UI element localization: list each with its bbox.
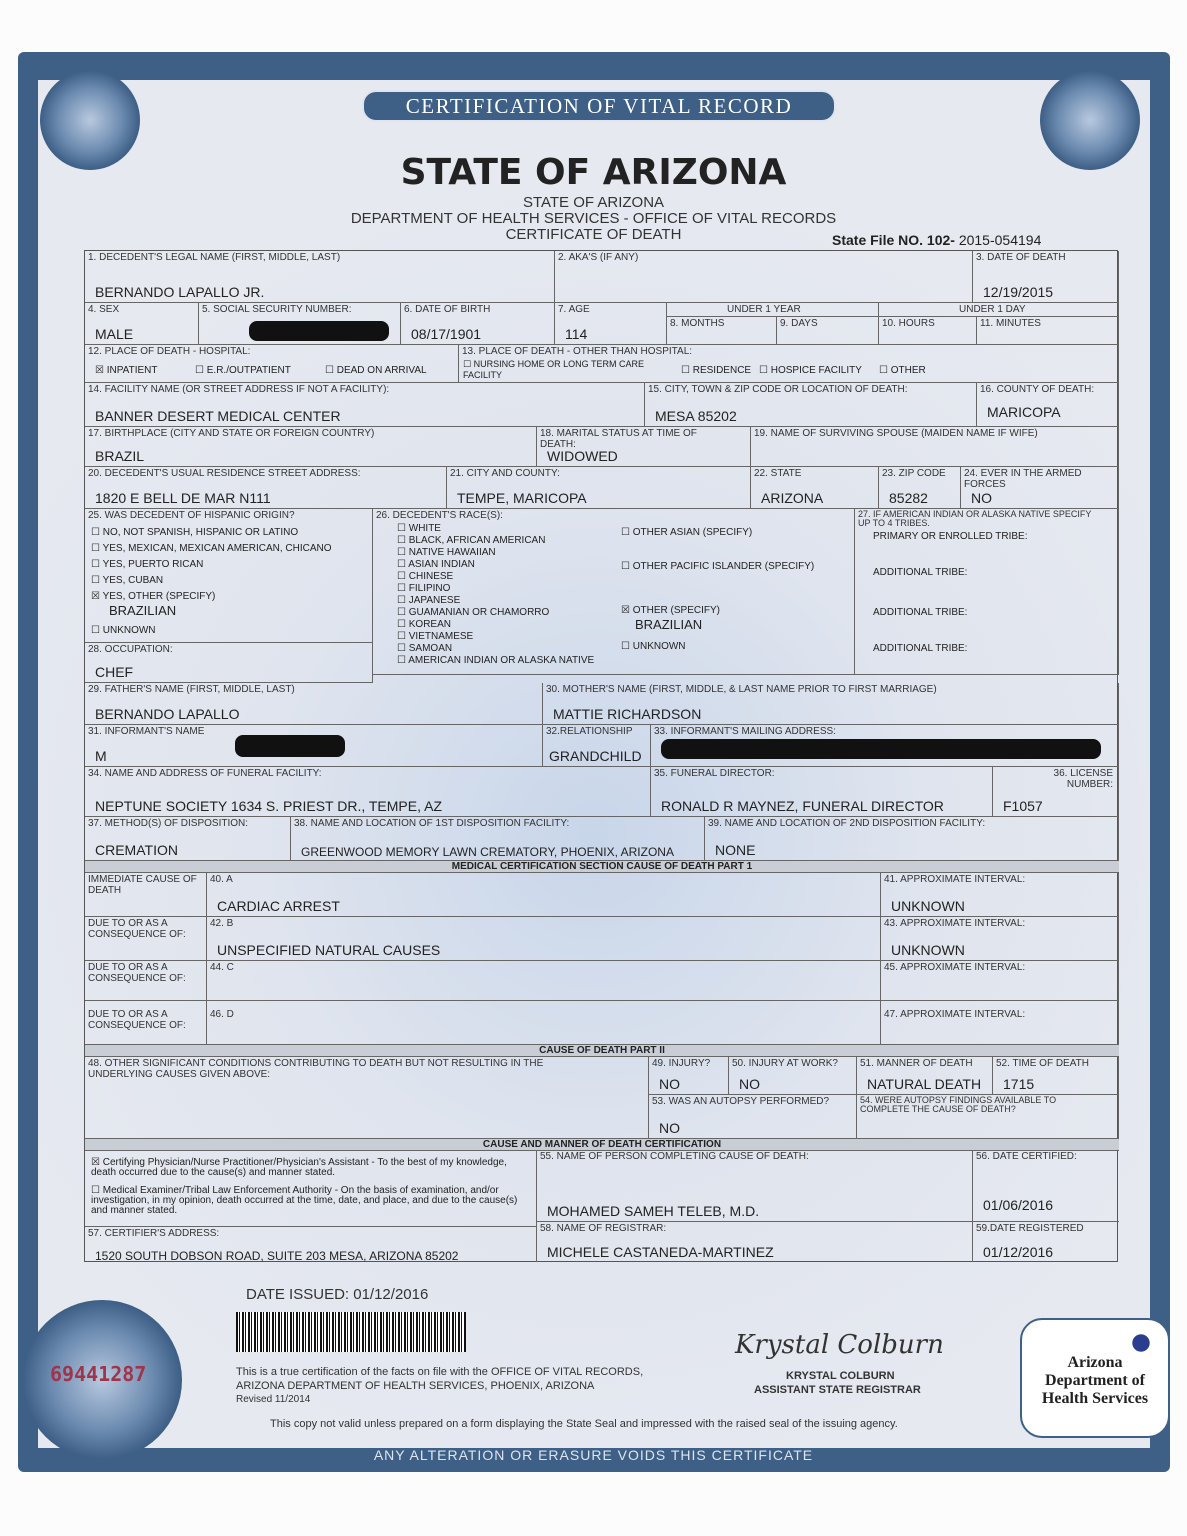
adhs-logo-line-2: Department of [1045,1372,1145,1389]
field-51: 51. MANNER OF DEATH NATURAL DEATH [857,1057,993,1095]
field-22: 22. STATE ARIZONA [751,467,879,509]
option-er-outpatient: ☐ E.R./OUTPATIENT [195,365,291,376]
header-line-3: CERTIFICATE OF DEATH [505,226,682,243]
race-option: ☐ ASIAN INDIAN [397,559,475,570]
field-24: 24. EVER IN THE ARMED FORCES NO [961,467,1119,509]
hispanic-option: ☐ YES, CUBAN [91,575,164,586]
tribe-additional: ADDITIONAL TRIBE: [873,643,968,654]
field-28: 28. OCCUPATION: CHEF [85,643,373,683]
field-1: 1. DECEDENT'S LEGAL NAME (FIRST, MIDDLE, LAST) BERNANDO LAPALLO JR. [85,251,555,303]
field-3: 3. DATE OF DEATH 12/19/2015 [973,251,1119,303]
field-2: 2. AKA'S (IF ANY) [555,251,973,303]
certifier-type [85,1150,537,1226]
header-line-1: STATE OF ARIZONA [522,194,665,211]
field-7: 7. AGE 114 [555,303,667,345]
field-17: 17. BIRTHPLACE (CITY AND STATE OR FOREIGN COUNTRY) BRAZIL [85,427,537,467]
hispanic-option: ☐ NO, NOT SPANISH, HISPANIC OR LATINO [91,527,299,538]
field-42: 42. B UNSPECIFIED NATURAL CAUSES [207,917,881,961]
adhs-logo-line-3: Health Services [1041,1390,1149,1407]
field-36: 36. LICENSE NUMBER: F1057 [993,767,1119,817]
race-option: ☐ JAPANESE [397,595,461,606]
field-26: 26. DECEDENT'S RACE(S): ☐ WHITE ☐ BLACK, AFRICAN AMERICAN ☐ NATIVE HAWAIIAN ☐ ASIAN INDIAN ☐ CHINESE ☐ FILIPINO ☐ JAPANESE ☐ GUAMANIAN OR CHAMORRO ☐ KOREAN ☐ VIETNAMESE ☐ SAMOAN ☐ AMERICAN INDIAN OR ALASKA NATIVE ☐ OTHER ASIAN (SPECIFY) ☐ OTHER PACIFIC ISLANDER (SPECIFY) ☒ OTHER (SPECIFY) BRAZILIAN ☐ UNKNOWN [373,509,855,675]
option-medical-examiner: ☐ Medical Examiner/Tribal Law Enforcement Authority - On the basis of examination, and/or investigation, in my opinion, death occurred at the time, date, and place, and due to the cause(s) and manner stated. [91,1185,518,1216]
alteration-notice: ANY ALTERATION OR ERASURE VOIDS THIS CERTIFICATE [373,1447,814,1463]
field-6: 6. DATE OF BIRTH 08/17/1901 [401,303,555,345]
field-10: 10. HOURS [879,317,977,345]
race-other-asian: ☐ OTHER ASIAN (SPECIFY) [621,527,753,538]
race-option: ☐ KOREAN [397,619,451,630]
due-to-label: DUE TO OR AS A CONSEQUENCE OF: [85,1001,207,1045]
race-other: ☒ OTHER (SPECIFY) [621,605,720,616]
field-44: 44. C [207,961,881,1001]
field-47: 47. APPROXIMATE INTERVAL: [881,1001,1119,1045]
race-option: ☐ AMERICAN INDIAN OR ALASKA NATIVE [397,655,595,666]
section-certification: CAUSE AND MANNER OF DEATH CERTIFICATION [85,1139,1119,1151]
field-34: 34. NAME AND ADDRESS OF FUNERAL FACILITY: NEPTUNE SOCIETY 1634 S. PRIEST DR., TEMPE, AZ [85,767,651,817]
adhs-logo-line-1: Arizona [1067,1354,1123,1371]
race-option: ☐ NATIVE HAWAIIAN [397,547,496,558]
field-14: 14. FACILITY NAME (OR STREET ADDRESS IF NOT A FACILITY): BANNER DESERT MEDICAL CENTER [85,383,645,427]
field-58: 58. NAME OF REGISTRAR: MICHELE CASTANEDA-MARTINEZ [537,1222,973,1262]
true-certification-line-2: ARIZONA DEPARTMENT OF HEALTH SERVICES, PHOENIX, ARIZONA [236,1380,595,1392]
adhs-logo [1020,1318,1170,1438]
page-title: STATE OF ARIZONA [400,152,787,193]
option-residence: ☐ RESIDENCE [681,365,752,376]
field-21: 21. CITY AND COUNTY: TEMPE, MARICOPA [447,467,751,509]
hispanic-option: ☒ YES, OTHER (SPECIFY) [91,591,216,602]
field-37: 37. METHOD(S) OF DISPOSITION: CREMATION [85,817,291,861]
field-16: 16. COUNTY OF DEATH: MARICOPA [977,383,1119,427]
field-48: 48. OTHER SIGNIFICANT CONDITIONS CONTRIBUTING TO DEATH BUT NOT RESULTING IN THE UNDERLYING CAUSES GIVEN ABOVE: [85,1057,649,1139]
hispanic-specify: BRAZILIAN [109,603,177,618]
field-41: 41. APPROXIMATE INTERVAL: UNKNOWN [881,873,1119,917]
header-line-2: DEPARTMENT OF HEALTH SERVICES - OFFICE OF VITAL RECORDS [350,210,837,227]
race-option: ☐ BLACK, AFRICAN AMERICAN [397,535,546,546]
tribe-additional: ADDITIONAL TRIBE: [873,567,968,578]
field-54: 54. WERE AUTOPSY FINDINGS AVAILABLE TO COMPLETE THE CAUSE OF DEATH? [857,1095,1119,1139]
option-dead-on-arrival: ☐ DEAD ON ARRIVAL [325,365,427,376]
immediate-cause-label: IMMEDIATE CAUSE OF DEATH [85,873,207,917]
hispanic-option: ☐ YES, PUERTO RICAN [91,559,204,570]
field-13: 13. PLACE OF DEATH - OTHER THAN HOSPITAL: ☐ NURSING HOME OR LONG TERM CARE FACILITY ☐ RESIDENCE ☐ HOSPICE FACILITY ☐ OTHER [459,345,1119,383]
revised-date: Revised 11/2014 [236,1394,311,1405]
redaction [249,321,389,341]
field-46: 46. D [207,1001,881,1045]
field-8: 8. MONTHS [667,317,777,345]
state-file-number: State File NO. 102- 2015-054194 [832,232,1042,248]
validity-notice: This copy not valid unless prepared on a form displaying the State Seal and impressed with the raised seal of the issuing agency. [270,1418,898,1430]
due-to-label: DUE TO OR AS A CONSEQUENCE OF: [85,917,207,961]
field-38: 38. NAME AND LOCATION OF 1ST DISPOSITION FACILITY: GREENWOOD MEMORY LAWN CREMATORY, PHOENIX, ARIZONA [291,817,705,861]
tribe-primary: PRIMARY OR ENROLLED TRIBE: [873,531,1028,542]
field-25: 25. WAS DECEDENT OF HISPANIC ORIGIN? ☐ NO, NOT SPANISH, HISPANIC OR LATINO ☐ YES, MEXICAN, MEXICAN AMERICAN, CHICANO ☐ YES, PUERTO RICAN ☐ YES, CUBAN ☒ YES, OTHER (SPECIFY) BRAZILIAN ☐ UNKNOWN [85,509,373,643]
under-1-year: UNDER 1 YEAR [667,303,879,317]
field-31: 31. INFORMANT'S NAME M [85,725,543,767]
section-medical-part1: MEDICAL CERTIFICATION SECTION CAUSE OF DEATH PART 1 [85,861,1119,873]
sun-icon [1126,1328,1156,1358]
option-inpatient: ☒ INPATIENT [95,365,158,376]
certification-banner: CERTIFICATION OF VITAL RECORD [362,90,836,122]
field-45: 45. APPROXIMATE INTERVAL: [881,961,1119,1001]
certification-area [84,1150,1118,1262]
true-certification-line-1: This is a true certification of the facts on file with the OFFICE OF VITAL RECORDS, [236,1366,644,1378]
field-5: 5. SOCIAL SECURITY NUMBER: [199,303,401,345]
field-9: 9. DAYS [777,317,879,345]
race-unknown: ☐ UNKNOWN [621,641,686,652]
race-option: ☐ GUAMANIAN OR CHAMORRO [397,607,550,618]
field-12: 12. PLACE OF DEATH - HOSPITAL: ☒ INPATIENT ☐ E.R./OUTPATIENT ☐ DEAD ON ARRIVAL [85,345,459,383]
race-option: ☐ CHINESE [397,571,454,582]
field-30: 30. MOTHER'S NAME (FIRST, MIDDLE, & LAST NAME PRIOR TO FIRST MARRIAGE) MATTIE RICHARDSON [543,683,1119,725]
field-52: 52. TIME OF DEATH 1715 [993,1057,1119,1095]
field-33: 33. INFORMANT'S MAILING ADDRESS: [651,725,1119,767]
certificate-form [84,250,1118,1150]
field-59: 59.DATE REGISTERED 01/12/2016 [976,1223,1084,1260]
field-56: 56. DATE CERTIFIED: 01/06/2016 [973,1150,1119,1222]
race-option: ☐ WHITE [397,523,441,534]
race-option: ☐ SAMOAN [397,643,453,654]
field-18: 18. MARITAL STATUS AT TIME OF DEATH: WIDOWED [537,427,751,467]
field-39: 39. NAME AND LOCATION OF 2ND DISPOSITION FACILITY: NONE [705,817,1119,861]
field-15: 15. CITY, TOWN & ZIP CODE OR LOCATION OF DEATH: MESA 85202 [645,383,977,427]
race-specify: BRAZILIAN [635,617,703,632]
field-57: 57. CERTIFIER'S ADDRESS: 1520 SOUTH DOBSON ROAD, SUITE 203 MESA, ARIZONA 85202 [85,1226,537,1262]
field-23: 23. ZIP CODE 85282 [879,467,961,509]
race-option: ☐ VIETNAMESE [397,631,474,642]
serial-number: 69441287 [50,1362,147,1386]
field-49: 49. INJURY? NO [649,1057,729,1095]
field-11: 11. MINUTES [977,317,1119,345]
field-19: 19. NAME OF SURVIVING SPOUSE (MAIDEN NAME IF WIFE) [751,427,1119,467]
redaction [661,739,1101,759]
field-4: 4. SEX MALE [85,303,199,345]
field-43: 43. APPROXIMATE INTERVAL: UNKNOWN [881,917,1119,961]
option-hospice: ☐ HOSPICE FACILITY [759,365,862,376]
race-other-pacific: ☐ OTHER PACIFIC ISLANDER (SPECIFY) [621,561,815,572]
option-other: ☐ OTHER [879,365,926,376]
field-35: 35. FUNERAL DIRECTOR: RONALD R MAYNEZ, FUNERAL DIRECTOR [651,767,993,817]
field-32: 32.RELATIONSHIP GRANDCHILD [543,725,651,767]
tribe-additional: ADDITIONAL TRIBE: [873,607,968,618]
under-1-day: UNDER 1 DAY [879,303,1119,317]
date-issued: DATE ISSUED: 01/12/2016 [246,1286,429,1303]
field-29: 29. FATHER'S NAME (FIRST, MIDDLE, LAST) BERNANDO LAPALLO [85,683,543,725]
registrar-title: ASSISTANT STATE REGISTRAR [754,1384,921,1396]
registrar-name: KRYSTAL COLBURN [786,1370,895,1382]
option-certifying-physician: ☒ Certifying Physician/Nurse Practitioner/Physician's Assistant - To the best of my knowledge, death occurred due to the cause(s) and manner stated. [91,1157,507,1178]
field-53: 53. WAS AN AUTOPSY PERFORMED? NO [649,1095,857,1139]
field-40: 40. A CARDIAC ARREST [207,873,881,917]
hispanic-unknown: ☐ UNKNOWN [91,625,156,636]
section-medical-part2: CAUSE OF DEATH PART II [85,1045,1119,1057]
field-20: 20. DECEDENT'S USUAL RESIDENCE STREET ADDRESS: 1820 E BELL DE MAR N111 [85,467,447,509]
due-to-label: DUE TO OR AS A CONSEQUENCE OF: [85,961,207,1001]
option-nursing-home: ☐ NURSING HOME OR LONG TERM CARE FACILITY [463,359,644,380]
registrar-signature: Krystal Colburn [735,1330,944,1360]
field-55: 55. NAME OF PERSON COMPLETING CAUSE OF DEATH: MOHAMED SAMEH TELEB, M.D. [537,1150,973,1222]
field-27: 27. IF AMERICAN INDIAN OR ALASKA NATIVE SPECIFY UP TO 4 TRIBES. PRIMARY OR ENROLLED TRIBE: ADDITIONAL TRIBE: ADDITIONAL TRIBE: ADDITIONAL TRIBE: [855,509,1119,675]
redaction [235,735,345,757]
barcode [236,1312,466,1352]
field-50: 50. INJURY AT WORK? NO [729,1057,857,1095]
hispanic-option: ☐ YES, MEXICAN, MEXICAN AMERICAN, CHICANO [91,543,332,554]
race-option: ☐ FILIPINO [397,583,451,594]
